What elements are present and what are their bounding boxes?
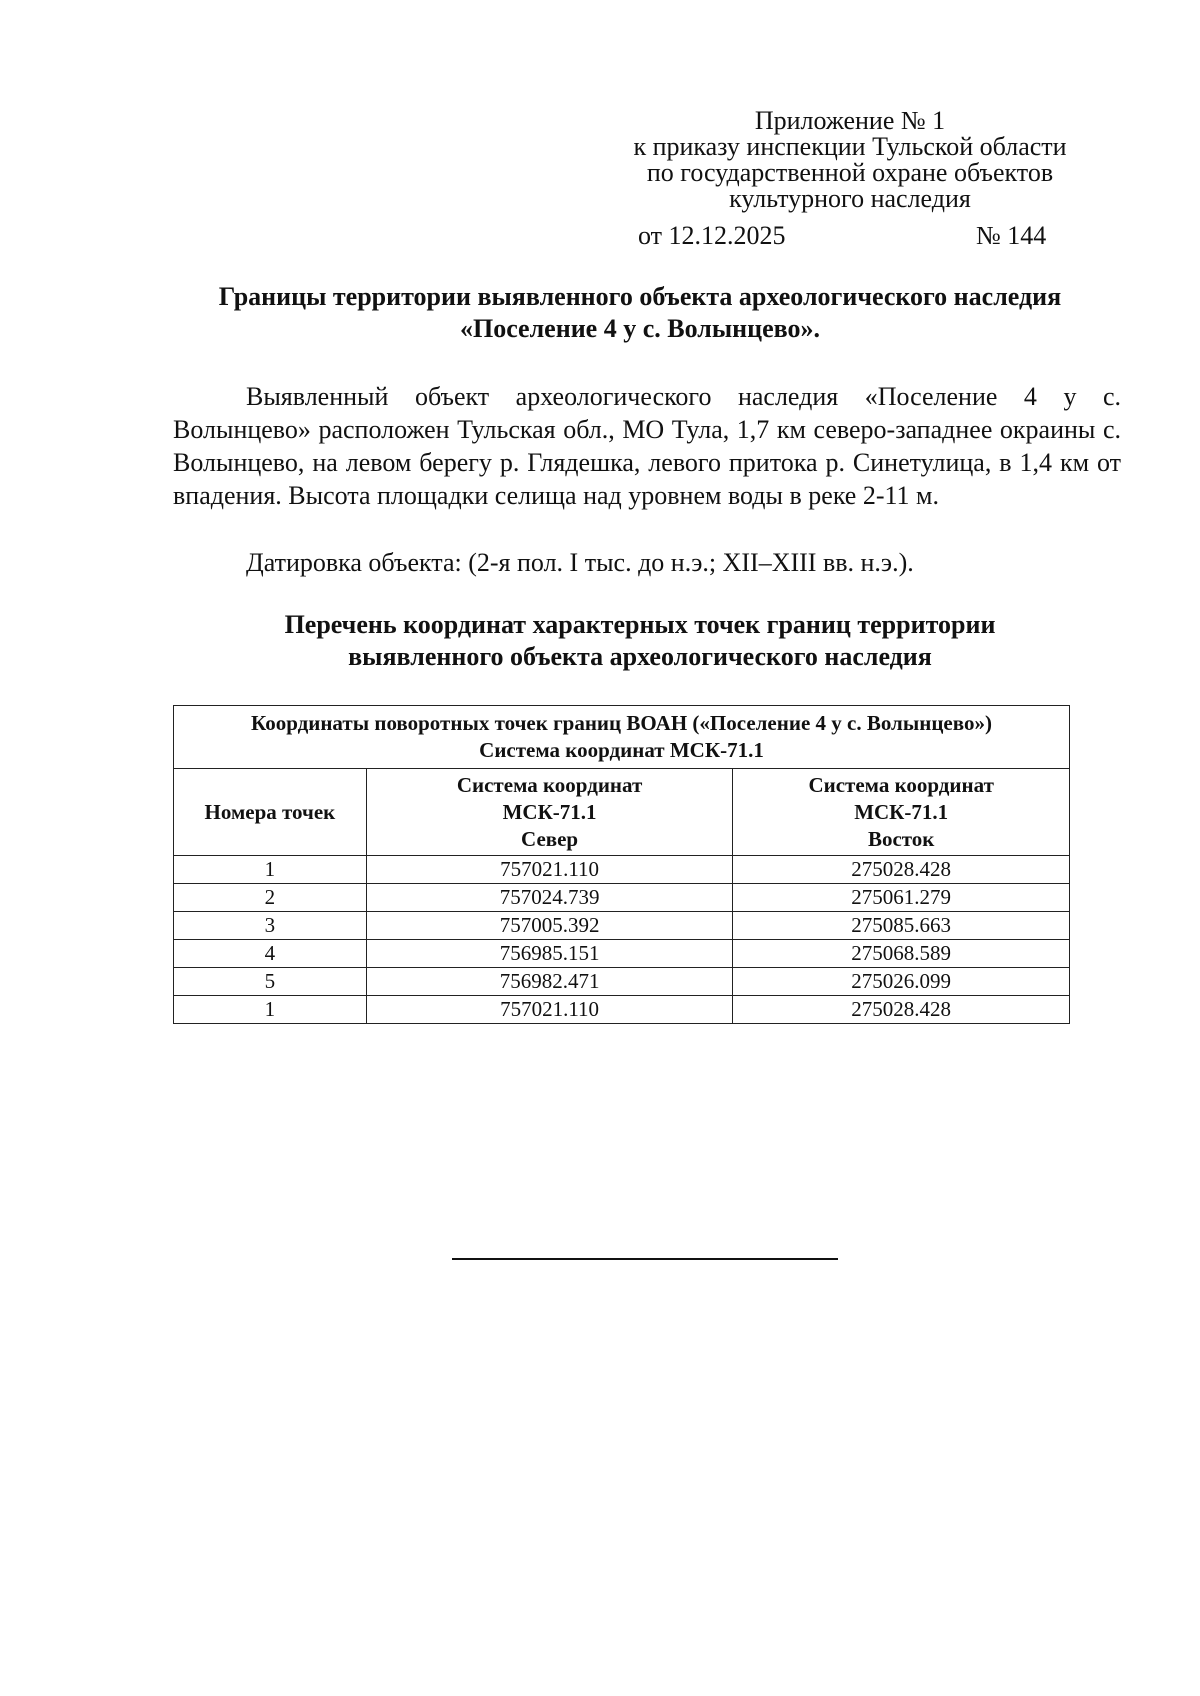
- table-row: [174, 940, 1070, 968]
- header-line: Система координат: [808, 772, 994, 797]
- north-cell: 757021.110: [366, 856, 733, 884]
- title-line: Границы территории выявленного объекта археологического наследия: [218, 282, 1062, 311]
- east-cell: 275061.279: [733, 884, 1070, 912]
- document-title: [150, 281, 1130, 345]
- appendix-line: Приложение № 1: [754, 106, 946, 135]
- east-cell: 275026.099: [733, 968, 1070, 996]
- table-row: [174, 912, 1070, 940]
- table-header-row: [174, 769, 1070, 856]
- table-caption-row: [174, 706, 1070, 769]
- table-caption: [174, 706, 1070, 769]
- point-number-cell: 4: [174, 940, 367, 968]
- point-number-cell: 1: [174, 856, 367, 884]
- table-row: [174, 884, 1070, 912]
- list-title-line: Перечень координат характерных точек границ территории: [284, 610, 996, 639]
- north-cell: 756985.151: [366, 940, 733, 968]
- north-cell: 756982.471: [366, 968, 733, 996]
- east-cell: 275085.663: [733, 912, 1070, 940]
- east-cell: 275028.428: [733, 856, 1070, 884]
- header-line: Север: [521, 826, 579, 851]
- appendix-header: [590, 108, 1110, 212]
- header-line: Система координат: [456, 772, 643, 797]
- appendix-line: культурного наследия: [729, 184, 971, 213]
- table-caption-line: Система координат МСК-71.1: [479, 738, 764, 762]
- point-number-cell: 5: [174, 968, 367, 996]
- table-row: [174, 968, 1070, 996]
- header-east: [733, 769, 1070, 856]
- table-caption-line: Координаты поворотных точек границ ВОАН («Поселение 4 у с. Волынцево»): [251, 711, 992, 735]
- header-line: МСК-71.1: [502, 799, 597, 824]
- coordinates-list-title: [150, 609, 1130, 673]
- east-cell: 275028.428: [733, 996, 1070, 1024]
- east-cell: 275068.589: [733, 940, 1070, 968]
- point-number-cell: 1: [174, 996, 367, 1024]
- closing-divider: [452, 1258, 838, 1260]
- header-point-number: Номера точек: [174, 769, 367, 856]
- dating-paragraph: Датировка объекта: (2-я пол. I тыс. до н.э.; XII–XIII вв. н.э.).: [246, 548, 914, 577]
- order-date: от 12.12.2025: [638, 221, 786, 250]
- header-line: МСК-71.1: [854, 799, 949, 824]
- coordinates-table: [173, 705, 1070, 1024]
- point-number-cell: 2: [174, 884, 367, 912]
- table-row: [174, 996, 1070, 1024]
- list-title-line: выявленного объекта археологического наследия: [348, 642, 932, 671]
- north-cell: 757021.110: [366, 996, 733, 1024]
- order-number: № 144: [976, 221, 1047, 250]
- north-cell: 757024.739: [366, 884, 733, 912]
- point-number-cell: 3: [174, 912, 367, 940]
- appendix-line: к приказу инспекции Тульской области: [633, 132, 1067, 161]
- header-line: Восток: [867, 826, 935, 851]
- table-row: [174, 856, 1070, 884]
- appendix-line: по государственной охране объектов: [646, 158, 1054, 187]
- description-paragraph: Выявленный объект археологического наследия «Поселение 4 у с. Волынцево» расположен Тульская обл., МО Тула, 1,7 км северо-западнее окраины с. Волынцево, на левом берегу р. Глядешка, левого притока р. Синетулица, в 1,4 км от впадения. Высота площадки селища над уровнем воды в реке 2-11 м.: [173, 382, 1121, 510]
- title-line: «Поселение 4 у с. Волынцево».: [459, 314, 821, 343]
- north-cell: 757005.392: [366, 912, 733, 940]
- header-north: [366, 769, 733, 856]
